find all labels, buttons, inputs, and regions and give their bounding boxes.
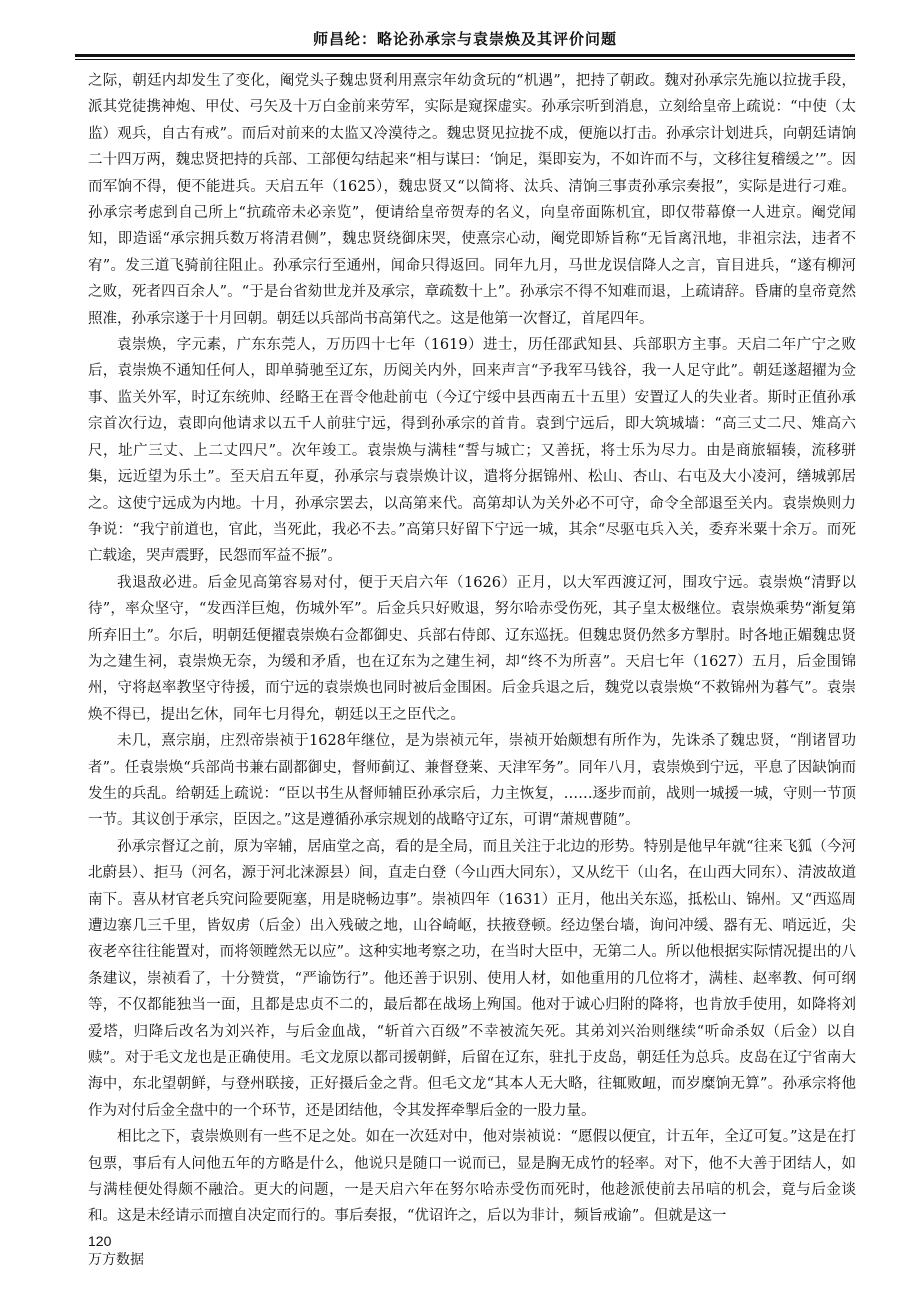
watermark-text: 万方数据 — [88, 1251, 144, 1267]
paragraph-6: 相比之下，袁崇焕则有一些不足之处。如在一次廷对中，他对崇祯说：“愿假以便宜，计五年，全辽可复。”这是在打包票，事后有人问他五年的方略是什么，他说只是随口一说而已，显是胸无成竹的轻率。对下，他不大善于团结人，如与满桂便处得颇不融洽。更大的问题，一是天启六年在努尔哈赤受伤而死时，他趁派使前去吊唁的机会，竟与后金谈和。这是未经请示而擅自决定而行的。事后奏报，“优诏许之，后以为非计，频旨戒谕”。但就是这一 — [88, 1129, 856, 1225]
header-rule-thin — [75, 59, 855, 60]
page-footer — [88, 1232, 144, 1268]
paragraph-3: 我退敌必进。后金见高第容易对付，便于天启六年（1626）正月，以大军西渡辽河，围攻宁远。袁崇焕“清野以待”，率众坚守，“发西洋巨炮，伤城外军”。后金兵只好败退，努尔哈赤受伤死，其子皇太极继位。袁崇焕乘势“渐复第所弃旧土”。尔后，明朝廷便擢袁崇焕右佥都御史、兵部右侍郎、辽东巡抚。但魏忠贤仍然多方掣肘。时各地正媚魏忠贤为之建生祠，袁崇焕无奈，为缓和矛盾，也在辽东为之建生祠，却“终不为所喜”。天启七年（1627）五月，后金围锦州，守将赵率教坚守待援，而宁远的袁崇焕也同时被后金围困。后金兵退之后，魏党以袁崇焕“不救锦州为暮气”。袁崇焕不得已，提出乞休，同年七月得允，朝廷以王之臣代之。 — [88, 574, 856, 723]
running-header: 师昌纶：略论孙承宗与袁崇焕及其评价问题 — [312, 30, 617, 48]
paragraph-1: 之际，朝廷内却发生了变化，阉党头子魏忠贤利用熹宗年幼贪玩的“机遇”，把持了朝政。魏对孙承宗先施以拉拢手段，派其党徒携神炮、甲仗、弓矢及十万白金前来劳军，实际是窥探虚实。孙承宗听到消息，立刻给皇帝上疏说：“中使（太监）观兵，自古有戒”。而后对前来的太监又冷漠待之。魏忠贤见拉拢不成，便施以打击。孙承宗计划进兵，向朝廷请饷二十四万两，魏忠贤把持的兵部、工部便勾结起来“相与谋曰：‘饷足，渠即妄为，不如许而不与，文移往复稽缓之’”。因而军饷不得，便不能进兵。天启五年（1625），魏忠贤又“以简将、汰兵、清饷三事责孙承宗奏报”，实际是进行刁难。孙承宗考虑到自己所上“抗疏帝未必亲览”，便请给皇帝贺寿的名义，向皇帝面陈机宜，即仅带幕僚一人进京。阉党闻知，即造谣“承宗拥兵数万将清君侧”，魏忠贤绕御床哭，使熹宗心动，阉党即矫旨称“无旨离汛地，非祖宗法，违者不宥”。发三道飞骑前往阻止。孙承宗行至通州，闻命只得返回。同年九月，马世龙误信降人之言，盲目进兵，“遂有柳河之败，死者四百余人”。“于是台省劾世龙并及承宗，章疏数十上”。孙承宗不得不知难而退，上疏请辞。昏庸的皇帝竟然照准，孙承宗遂于十月回朝。朝廷以兵部尚书高第代之。这是他第一次督辽，首尾四年。 — [88, 73, 856, 327]
paragraph-4: 未几，熹宗崩，庄烈帝崇祯于1628年继位，是为崇祯元年，崇祯开始颇想有所作为，先诛杀了魏忠贤，“削诸冒功者”。任袁崇焕“兵部尚书兼右副都御史，督师蓟辽、兼督登莱、天津军务”。同年八月，袁崇焕到宁远，平息了因缺饷而发生的兵乱。给朝廷上疏说：“臣以书生从督师辅臣孙承宗后，力主恢复，……逐步而前，战则一城援一城，守则一节顶一节。其议创于承宗，臣因之。”这是遵循孙承宗规划的战略守辽东，可谓“萧规曹随”。 — [88, 733, 856, 829]
page-number: 120 — [88, 1233, 112, 1249]
paragraph-2: 袁崇焕，字元素，广东东莞人，万历四十七年（1619）进士，历任邵武知县、兵部职方主事。天启二年广宁之败后，袁崇焕不通知任何人，即单骑驰至辽东，历阅关内外，回来声言“予我军马钱谷，我一人足守此”。朝廷遂超擢为佥事、监关外军，时辽东统帅、经略王在晋令他赴前屯（今辽宁绥中县西南五十五里）安置辽人的失业者。斯时正值孙承宗首次行边，袁即向他请求以五千人前驻宁远，得到孙承宗的首肯。袁到宁远后，即大筑城墙：“高三丈二尺、雉高六尺，址广三丈、上二丈四尺”。次年竣工。袁崇焕与满桂“誓与城亡；又善抚，将士乐为尽力。由是商旅辐辏，流移骈集，远近望为乐土”。至天启五年夏，孙承宗与袁崇焕计议，遣将分据锦州、松山、杏山、右屯及大小凌河，缮城郭居之。这使宁远成为内地。十月，孙承宗罢去，以高第来代。高第却认为关外必不可守，命令全部退至关内。袁崇焕则力争说：“我宁前道也，官此，当死此，我必不去。”高第只好留下宁远一城，其余“尽驱屯兵入关，委弃米粟十余万。而死亡载途，哭声震野，民怨而军益不振”。 — [88, 337, 856, 565]
paragraph-5: 孙承宗督辽之前，原为宰辅，居庙堂之高，看的是全局，而且关注于北边的形势。特别是他早年就“往来飞狐（今河北蔚县）、拒马（河名，源于河北涞源县）间，直走白登（今山西大同东），又从纥干（山名，在山西大同东）、清波故道南下。喜从材官老兵究问险要阨塞，用是晓畅边事”。崇祯四年（1631）正月，他出关东巡，抵松山、锦州。又“西巡周遭边寨几三千里，皆奴虏（后金）出入残破之地，山谷崎岖，扶掖登顿。经边堡台墙，询问冲缓、器有无、哨远近，尖夜老卒往往能置对，而将领瞠然无以应”。这种实地考察之功，在当时大臣中，无第二人。所以他根据实际情况提出的八条建议，崇祯看了，十分赞赏，“严谕饬行”。他还善于识别、使用人材，如他重用的几位将才，满桂、赵率教、何可纲等，不仅都能独当一面，且都是忠贞不二的，最后都在战场上殉国。他对于诚心归附的降将，也肯放手使用，如降将刘爱塔，归降后改名为刘兴祚，与后金血战，“斩首六百级”不幸被流矢死。其弟刘兴治则继续“听命杀奴（后金）以自赎”。对于毛文龙也是正确使用。毛文龙原以都司援朝鲜，后留在辽东，驻扎于皮岛，朝廷任为总兵。皮岛在辽宁省南大海中，东北望朝鲜，与登州联接，正好摄后金之背。但毛文龙“其本人无大略，往辄败衄，而岁糜饷无算”。孙承宗将他作为对付后金全盘中的一个环节，还是团结他，令其发挥牵掣后金的一股力量。 — [88, 838, 856, 1119]
article-body — [88, 68, 856, 1230]
header-rule-thick — [75, 54, 855, 57]
